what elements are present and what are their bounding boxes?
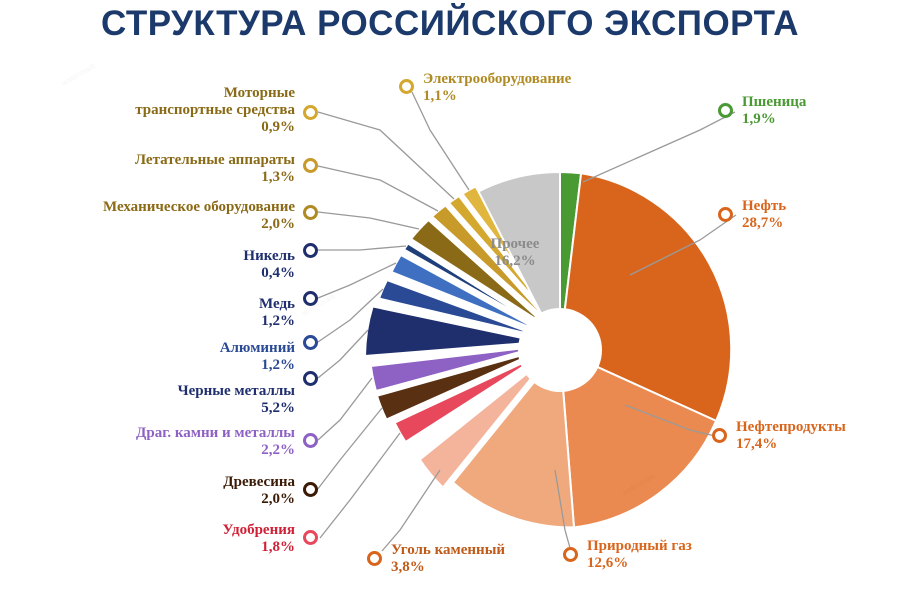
marker-precious: [303, 433, 318, 448]
leader-nickel: [318, 246, 406, 250]
label-fertilizers-pct: 1,8%: [261, 538, 295, 555]
leader-aircraft: [318, 166, 438, 211]
marker-oil: [718, 207, 733, 222]
label-motor-vehicles-line1: Моторные: [223, 85, 295, 101]
label-machinery-name: Механическое оборудование: [103, 199, 295, 215]
label-wheat-pct: 1,9%: [742, 110, 776, 127]
label-aircraft-name: Летательные аппараты: [134, 152, 295, 168]
label-coal: [391, 542, 505, 576]
leader-electrical: [412, 92, 469, 190]
marker-oil-products: [712, 428, 727, 443]
inner-label-other: [455, 236, 575, 271]
label-motor-vehicles-line2: транспортные средства: [135, 101, 295, 118]
label-copper-pct: 1,2%: [261, 312, 295, 329]
marker-ferrous: [303, 371, 318, 386]
label-nickel-name: Никель: [243, 248, 295, 264]
marker-copper: [303, 291, 318, 306]
leader-wheat: [583, 112, 735, 182]
marker-nickel: [303, 243, 318, 258]
inner-label-other-pct: 16,2%: [494, 253, 536, 270]
label-motor-vehicles: [63, 85, 295, 135]
label-aircraft: [73, 152, 295, 186]
label-aluminium-pct: 1,2%: [261, 356, 295, 373]
label-oil-products: [736, 419, 846, 453]
leader-motor-vehicles: [318, 112, 454, 199]
label-ferrous-name: Черные металлы: [177, 383, 295, 399]
marker-timber: [303, 482, 318, 497]
label-coal-name: Уголь каменный: [391, 542, 506, 558]
label-timber-pct: 2,0%: [261, 490, 295, 507]
donut-hole: [518, 308, 602, 392]
leader-coal: [382, 470, 440, 551]
label-machinery: [33, 199, 295, 233]
marker-coal: [367, 551, 382, 566]
label-fertilizers: [103, 522, 295, 556]
marker-aircraft: [303, 158, 318, 173]
label-nickel: [103, 248, 295, 282]
label-oil: [742, 198, 786, 232]
label-precious: [83, 425, 295, 459]
label-ferrous-pct: 5,2%: [261, 399, 295, 416]
label-wheat-name: Пшеница: [742, 94, 807, 110]
marker-aluminium: [303, 335, 318, 350]
pie-slices: [365, 172, 731, 527]
label-oil-products-name: Нефтепродукты: [736, 419, 846, 435]
label-oil-pct: 28,7%: [742, 214, 784, 231]
marker-fertilizers: [303, 530, 318, 545]
leader-fertilizers: [320, 433, 400, 538]
leader-machinery: [318, 212, 419, 229]
marker-wheat: [718, 103, 733, 118]
label-natural-gas-name: Природный газ: [587, 538, 692, 554]
label-natural-gas-pct: 12,6%: [587, 554, 629, 571]
label-electrical-pct: 1,1%: [423, 87, 457, 104]
label-wheat: [742, 94, 806, 128]
label-precious-pct: 2,2%: [261, 441, 295, 458]
label-coal-pct: 3,8%: [391, 558, 425, 575]
label-natural-gas: [587, 538, 692, 572]
chart-title: СТРУКТУРА РОССИЙСКОГО ЭКСПОРТА: [100, 4, 800, 43]
label-copper: [103, 296, 295, 330]
label-timber-name: Древесина: [223, 474, 295, 490]
marker-motor-vehicles: [303, 105, 318, 120]
label-oil-products-pct: 17,4%: [736, 435, 778, 452]
leader-timber: [317, 408, 382, 490]
marker-machinery: [303, 205, 318, 220]
label-motor-vehicles-pct: 0,9%: [261, 118, 295, 135]
label-copper-name: Медь: [259, 296, 295, 312]
label-aluminium-name: Алюминий: [219, 340, 295, 356]
label-aircraft-pct: 1,3%: [261, 168, 295, 185]
label-timber: [103, 474, 295, 508]
label-electrical-name: Электрооборудование: [423, 71, 572, 87]
label-machinery-pct: 2,0%: [261, 215, 295, 232]
label-aluminium: [103, 340, 295, 374]
marker-electrical: [399, 79, 414, 94]
marker-natural-gas: [563, 547, 578, 562]
label-precious-name: Драг. камни и металлы: [136, 425, 295, 441]
label-oil-name: Нефть: [742, 198, 787, 214]
label-ferrous: [103, 383, 295, 417]
label-electrical: [423, 71, 571, 105]
inner-label-other-name: Прочее: [490, 236, 540, 252]
label-nickel-pct: 0,4%: [261, 264, 295, 281]
label-fertilizers-name: Удобрения: [222, 522, 295, 538]
